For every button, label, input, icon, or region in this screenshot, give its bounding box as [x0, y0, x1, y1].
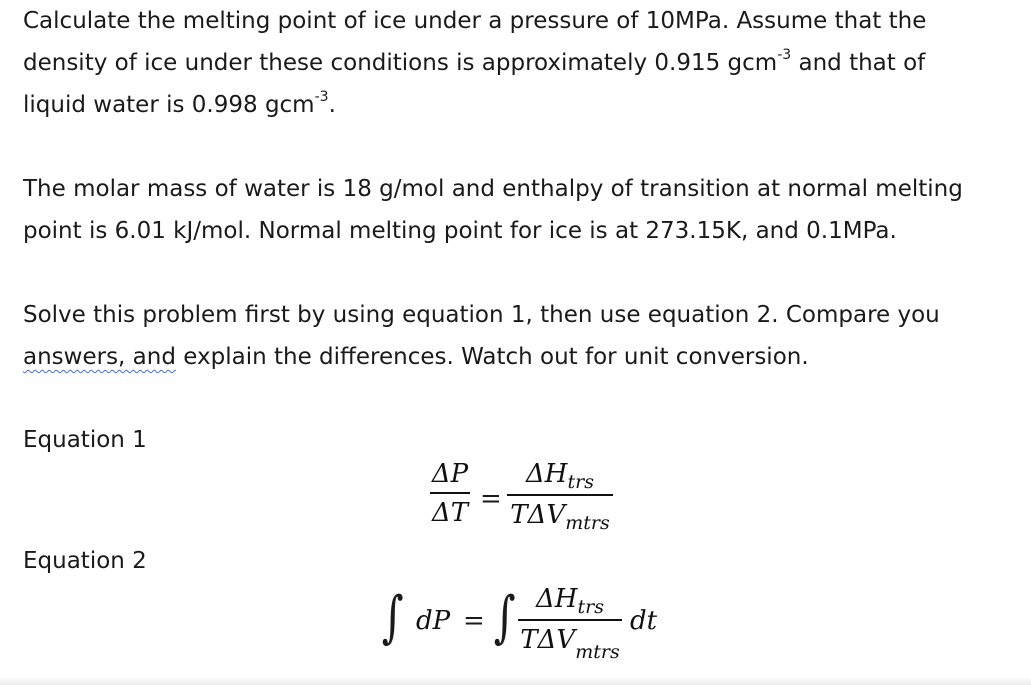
- text-line: liquid water is 0.998 gcm: [23, 92, 315, 118]
- superscript: -3: [314, 89, 329, 105]
- text-line: explain the differences. Watch out for unit conversion.: [175, 344, 809, 370]
- subscript: mtrs: [575, 640, 620, 663]
- paragraph-problem: [23, 0, 1018, 126]
- numerator: [526, 459, 594, 491]
- numerator-main: ΔH: [526, 459, 568, 489]
- integral-sign: ∫: [381, 585, 404, 650]
- numerator-main: ΔH: [536, 584, 578, 614]
- numerator: ΔP: [431, 459, 469, 489]
- fraction-bar: [507, 494, 613, 496]
- differential: dt: [630, 606, 658, 636]
- text-line: density of ice under these conditions is approximately 0.915 gcm: [23, 50, 778, 76]
- text-line: and that of: [791, 50, 926, 76]
- fraction-bar: [518, 619, 622, 621]
- superscript: -3: [777, 47, 792, 63]
- text-line: .: [328, 92, 336, 118]
- denominator: [510, 500, 609, 532]
- fraction-bar: [430, 492, 470, 494]
- equation-1-rhs-fraction: [507, 459, 613, 532]
- paragraph-given-data: [23, 168, 1018, 252]
- subscript: trs: [567, 471, 594, 493]
- denominator-main: TΔV: [510, 499, 566, 530]
- equation-2-lhs: dP: [416, 606, 451, 636]
- equals-sign: =: [463, 606, 485, 636]
- integral-sign: ∫: [493, 585, 516, 650]
- page-bottom-edge: [0, 677, 1031, 685]
- subscript: mtrs: [565, 511, 610, 534]
- denominator: ΔT: [431, 497, 469, 528]
- equation-1-label: Equation 1: [23, 427, 147, 453]
- subscript: trs: [577, 596, 604, 618]
- denominator-main: TΔV: [520, 624, 576, 655]
- equation-1-lhs-fraction: [430, 459, 470, 528]
- denominator: [520, 624, 620, 663]
- numerator: [536, 584, 604, 616]
- paragraph-instructions: [23, 294, 1018, 378]
- equation-2-rhs-fraction: [518, 584, 622, 663]
- text-line: The molar mass of water is 18 g/mol and enthalpy of transition at normal melting: [23, 176, 963, 202]
- equals-sign: =: [480, 484, 502, 514]
- text-line: Solve this problem first by using equation 1, then use equation 2. Compare you: [23, 302, 940, 328]
- grammar-marked-text[interactable]: answers, and: [23, 344, 176, 370]
- equation-2-label: Equation 2: [23, 548, 147, 574]
- text-line: Calculate the melting point of ice under a pressure of 10MPa. Assume that the: [23, 8, 927, 34]
- text-line: point is 6.01 kJ/mol. Normal melting point for ice is at 273.15K, and 0.1MPa.: [23, 218, 897, 244]
